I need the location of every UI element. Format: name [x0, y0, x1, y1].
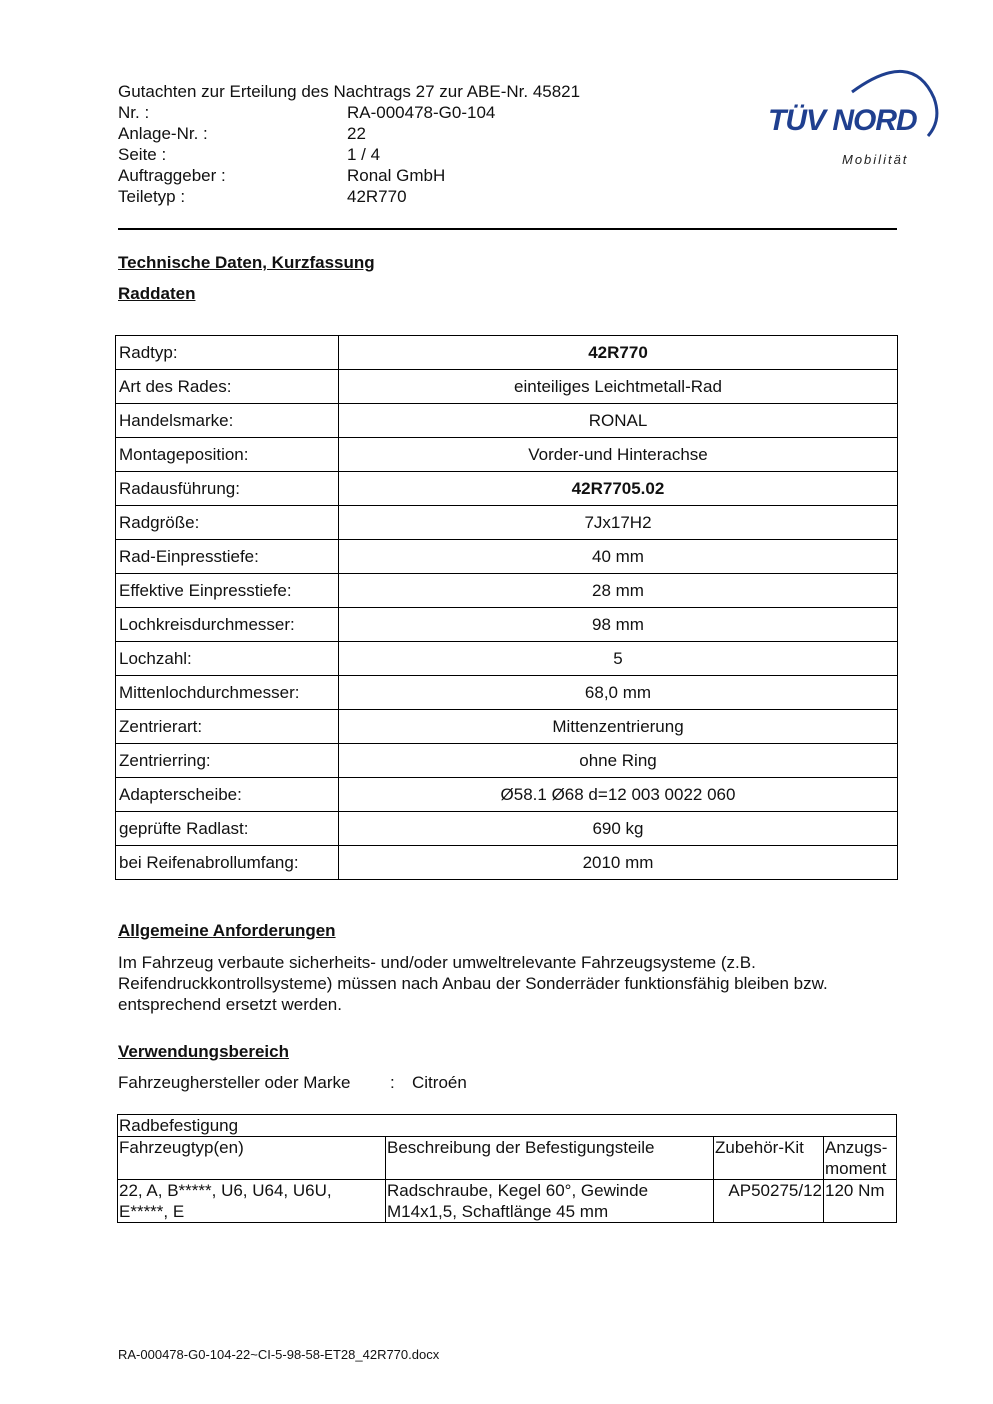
- verwendung-heading: Verwendungsbereich: [118, 1042, 289, 1061]
- header-field-nr: [118, 102, 678, 123]
- table-row: [116, 710, 898, 744]
- table-row: [116, 676, 898, 710]
- header-value: 1 / 4: [347, 145, 381, 164]
- raddaten-table: [115, 335, 898, 880]
- table-row: [116, 506, 898, 540]
- footer-filename: RA-000478-G0-104-22~CI-5-98-58-ET28_42R770.docx: [118, 1347, 440, 1362]
- table-row: [116, 846, 898, 880]
- row-label: Effektive Einpresstiefe:: [116, 574, 339, 608]
- header-field-seite: [118, 144, 678, 165]
- header-value: 42R770: [347, 187, 407, 206]
- header-value: Ronal GmbH: [347, 166, 446, 185]
- row-value: 690 kg: [339, 812, 898, 846]
- table-row: [116, 404, 898, 438]
- header-value: RA-000478-G0-104: [347, 103, 496, 122]
- row-label: Rad-Einpresstiefe:: [116, 540, 339, 574]
- row-value: 28 mm: [339, 574, 898, 608]
- row-label: Adapterscheibe:: [116, 778, 339, 812]
- header-field-anlage: [118, 123, 678, 144]
- row-label: Radausführung:: [116, 472, 339, 506]
- header-divider: [118, 228, 897, 230]
- row-label: bei Reifenabrollumfang:: [116, 846, 339, 880]
- column-header: Anzugs-moment: [824, 1137, 897, 1180]
- row-value: 42R770: [339, 336, 898, 370]
- column-header: Fahrzeugtyp(en): [118, 1137, 386, 1180]
- document-title: Gutachten zur Erteilung des Nachtrags 27 zur ABE-Nr. 45821: [118, 82, 581, 101]
- header-field-teiletyp: [118, 186, 678, 207]
- header-label: Seite :: [118, 145, 167, 164]
- table-row: [116, 812, 898, 846]
- column-header: Beschreibung der Befestigungsteile: [386, 1137, 714, 1180]
- logo-subtitle: Mobilität: [842, 152, 909, 167]
- header-label: Anlage-Nr. :: [118, 124, 208, 143]
- tuev-nord-logo: [762, 58, 942, 170]
- row-label: geprüfte Radlast:: [116, 812, 339, 846]
- document-header: [118, 81, 678, 207]
- row-value: Vorder-und Hinterachse: [339, 438, 898, 472]
- table-row: [116, 336, 898, 370]
- table-row: [118, 1180, 897, 1223]
- table-row: [116, 438, 898, 472]
- table-row: [116, 472, 898, 506]
- marke-line: [118, 1072, 467, 1093]
- header-label: Auftraggeber :: [118, 166, 226, 185]
- raddaten-heading: Raddaten: [118, 284, 196, 303]
- table-title-row: [118, 1115, 897, 1137]
- row-label: Art des Rades:: [116, 370, 339, 404]
- cell-fahrzeugtyp: 22, A, B*****, U6, U64, U6U, E*****, E: [118, 1180, 386, 1223]
- row-label: Radtyp:: [116, 336, 339, 370]
- row-value: 68,0 mm: [339, 676, 898, 710]
- table-row: [116, 370, 898, 404]
- header-field-auftraggeber: [118, 165, 678, 186]
- table-row: [116, 540, 898, 574]
- row-label: Lochzahl:: [116, 642, 339, 676]
- row-label: Mittenlochdurchmesser:: [116, 676, 339, 710]
- table-row: [116, 744, 898, 778]
- table-row: [116, 608, 898, 642]
- cell-beschreibung: Radschraube, Kegel 60°, Gewinde M14x1,5, Schaftlänge 45 mm: [386, 1180, 714, 1223]
- table-title: Radbefestigung: [118, 1115, 897, 1137]
- row-label: Zentrierart:: [116, 710, 339, 744]
- logo-wordmark: TÜV NORD: [768, 104, 917, 137]
- header-label: Teiletyp :: [118, 187, 186, 206]
- cell-anzugsmoment: 120 Nm: [824, 1180, 897, 1223]
- radbefestigung-table: [117, 1114, 897, 1223]
- table-row: [116, 642, 898, 676]
- row-value: einteiliges Leichtmetall-Rad: [339, 370, 898, 404]
- row-value: Mittenzentrierung: [339, 710, 898, 744]
- row-value: Ø58.1 Ø68 d=12 003 0022 060: [339, 778, 898, 812]
- row-value: 7Jx17H2: [339, 506, 898, 540]
- row-value: 98 mm: [339, 608, 898, 642]
- row-value: 2010 mm: [339, 846, 898, 880]
- table-row: [116, 574, 898, 608]
- table-row: [116, 778, 898, 812]
- marke-separator: :: [390, 1073, 395, 1092]
- row-label: Zentrierring:: [116, 744, 339, 778]
- row-value: 5: [339, 642, 898, 676]
- marke-label: Fahrzeughersteller oder Marke: [118, 1073, 351, 1092]
- header-label: Nr. :: [118, 103, 150, 122]
- row-value: 42R7705.02: [339, 472, 898, 506]
- marke-value: Citroén: [412, 1073, 467, 1092]
- row-value: RONAL: [339, 404, 898, 438]
- cell-zubehoer-kit: AP50275/12: [714, 1180, 824, 1223]
- row-label: Handelsmarke:: [116, 404, 339, 438]
- row-label: Radgröße:: [116, 506, 339, 540]
- section-title: Technische Daten, Kurzfassung: [118, 253, 375, 272]
- row-value: 40 mm: [339, 540, 898, 574]
- anforderungen-heading: Allgemeine Anforderungen: [118, 921, 336, 940]
- column-header: Zubehör-Kit: [714, 1137, 824, 1180]
- anforderungen-text: Im Fahrzeug verbaute sicherheits- und/oder umweltrelevante Fahrzeugsysteme (z.B. Reifendruckkontrollsysteme) müssen nach Anbau der Sonderräder funktionsfähig bleiben bzw. entsprechend ersetzt werden.: [118, 953, 828, 1014]
- row-label: Lochkreisdurchmesser:: [116, 608, 339, 642]
- row-value: ohne Ring: [339, 744, 898, 778]
- table-header-row: [118, 1137, 897, 1180]
- header-value: 22: [347, 124, 366, 143]
- row-label: Montageposition:: [116, 438, 339, 472]
